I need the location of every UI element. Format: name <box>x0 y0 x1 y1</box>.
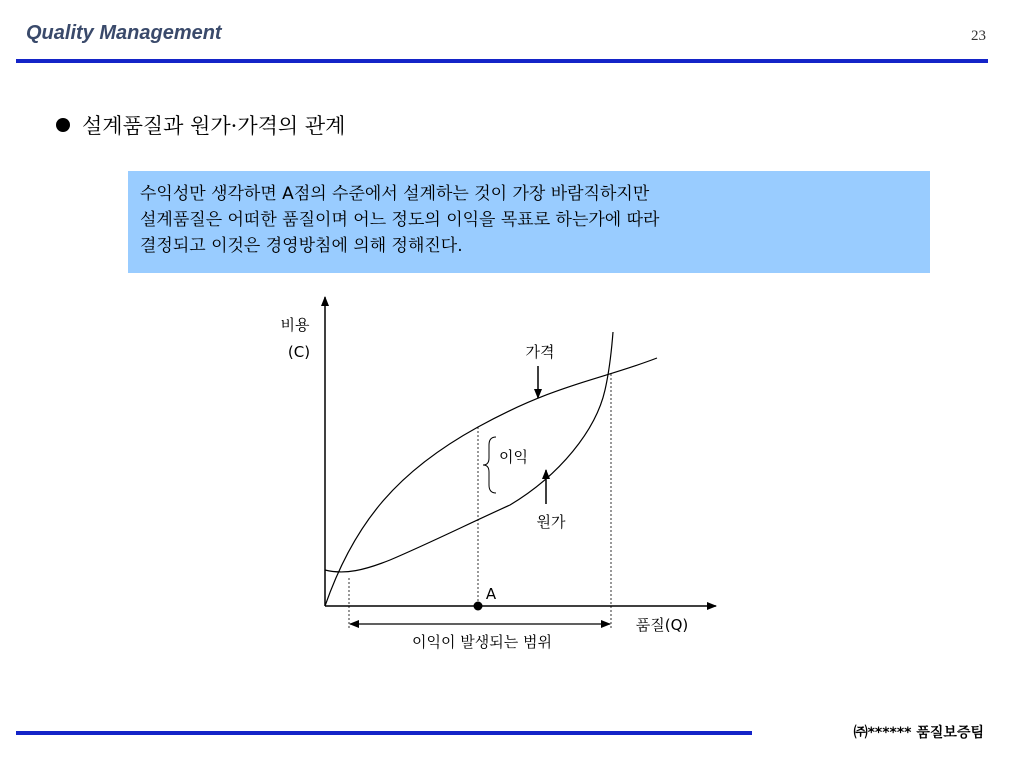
profit-brace <box>483 437 496 493</box>
point-a-label: A <box>485 585 497 603</box>
y-axis-unit-label: (C) <box>287 343 311 361</box>
bullet-title-text: 설계품질과 원가·가격의 관계 <box>82 114 346 138</box>
cost-label: 원가 <box>536 513 566 531</box>
range-label: 이익이 발생되는 범위 <box>412 633 552 651</box>
point-a <box>474 602 483 611</box>
footer-divider <box>16 731 752 735</box>
footer-text: ㈜****** 품질보증팀 <box>853 725 984 741</box>
note-line: 수익성만 생각하면 A점의 수준에서 설계하는 것이 가장 바람직하지만 <box>140 184 650 204</box>
cost-curve <box>325 332 613 572</box>
note-line: 결정되고 이것은 경영방침에 의해 정해진다. <box>140 236 463 256</box>
profit-label: 이익 <box>499 448 528 466</box>
page-number: 23 <box>971 28 986 44</box>
note-line: 설계품질은 어떠한 품질이며 어느 정도의 이익을 목표로 하는가에 따라 <box>140 210 660 230</box>
x-axis-label: 품질(Q) <box>635 616 689 634</box>
y-axis-label: 비용 <box>280 316 310 334</box>
header-title: Quality Management <box>26 22 222 44</box>
price-label: 가격 <box>525 343 555 361</box>
price-curve <box>325 358 657 606</box>
